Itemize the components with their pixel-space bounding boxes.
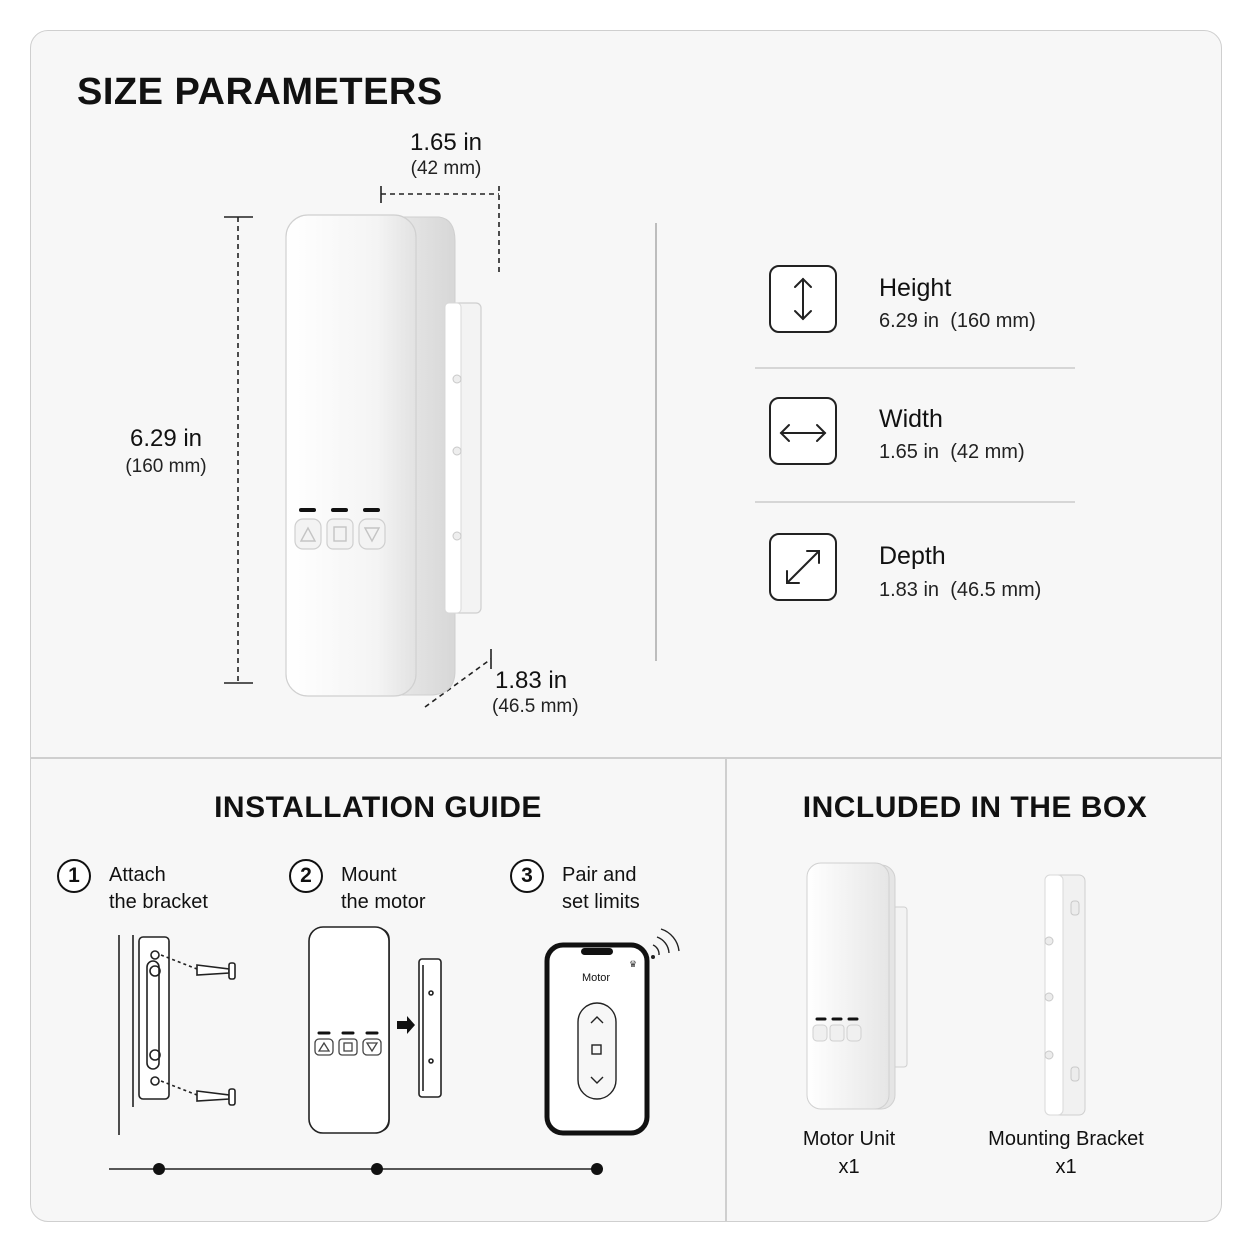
size-divider [655, 223, 657, 661]
top-dimension-mm: (42 mm) [410, 158, 482, 179]
attach-bracket-illustration [111, 931, 251, 1141]
motor-unit-qty: x1 [838, 1156, 860, 1178]
bottom-dimension-mm: (46.5 mm) [492, 696, 579, 717]
spec-separator [755, 501, 1075, 503]
spec-height-value: 6.29 in (160 mm) [879, 310, 1036, 332]
mounting-bracket-qty: x1 [1055, 1156, 1077, 1178]
spec-separator [755, 367, 1075, 369]
spec-width-label: Width [879, 405, 943, 433]
spec-depth-value: 1.83 in (46.5 mm) [879, 579, 1042, 601]
mounting-bracket-name: Mounting Bracket [988, 1128, 1144, 1150]
spec-width-value: 1.65 in (42 mm) [879, 441, 1025, 463]
step-1-text: Attach the bracket [109, 864, 208, 913]
step-3-text: Pair and set limits [562, 864, 640, 913]
motor-unit-illustration [791, 857, 921, 1117]
included-in-box-title: INCLUDED IN THE BOX [802, 791, 1148, 824]
diagonal-arrows-icon [769, 533, 837, 601]
motor-dimension-drawing [31, 31, 691, 731]
bottom-dimension-inches: 1.83 in [495, 667, 568, 694]
mount-motor-illustration [301, 921, 461, 1141]
spec-height-label: Height [879, 274, 952, 302]
size-parameters-title: SIZE PARAMETERS [77, 71, 443, 113]
mounting-bracket-illustration [1031, 871, 1101, 1121]
product-card [30, 30, 1222, 1222]
top-dimension-inches: 1.65 in [409, 129, 483, 156]
step-2-number: 2 [289, 859, 323, 893]
motor-unit-name: Motor Unit [802, 1128, 896, 1150]
section-divider-vertical [725, 757, 727, 1222]
left-dimension-inches: 6.29 in [129, 425, 203, 452]
step-3-number: 3 [510, 859, 544, 893]
horizontal-arrows-icon [769, 397, 837, 465]
section-divider-horizontal [31, 757, 1221, 759]
installation-guide-title: INSTALLATION GUIDE [214, 791, 542, 824]
phone-app-illustration [541, 927, 691, 1141]
svg-text:♛: ♛ [629, 959, 638, 969]
vertical-arrows-icon [769, 265, 837, 333]
phone-screen-label: Motor [581, 972, 611, 984]
step-2-text: Mount the motor [341, 864, 426, 913]
installation-timeline [101, 1157, 621, 1181]
left-dimension-mm: (160 mm) [125, 456, 207, 477]
step-1-number: 1 [57, 859, 91, 893]
spec-depth-label: Depth [879, 542, 946, 570]
